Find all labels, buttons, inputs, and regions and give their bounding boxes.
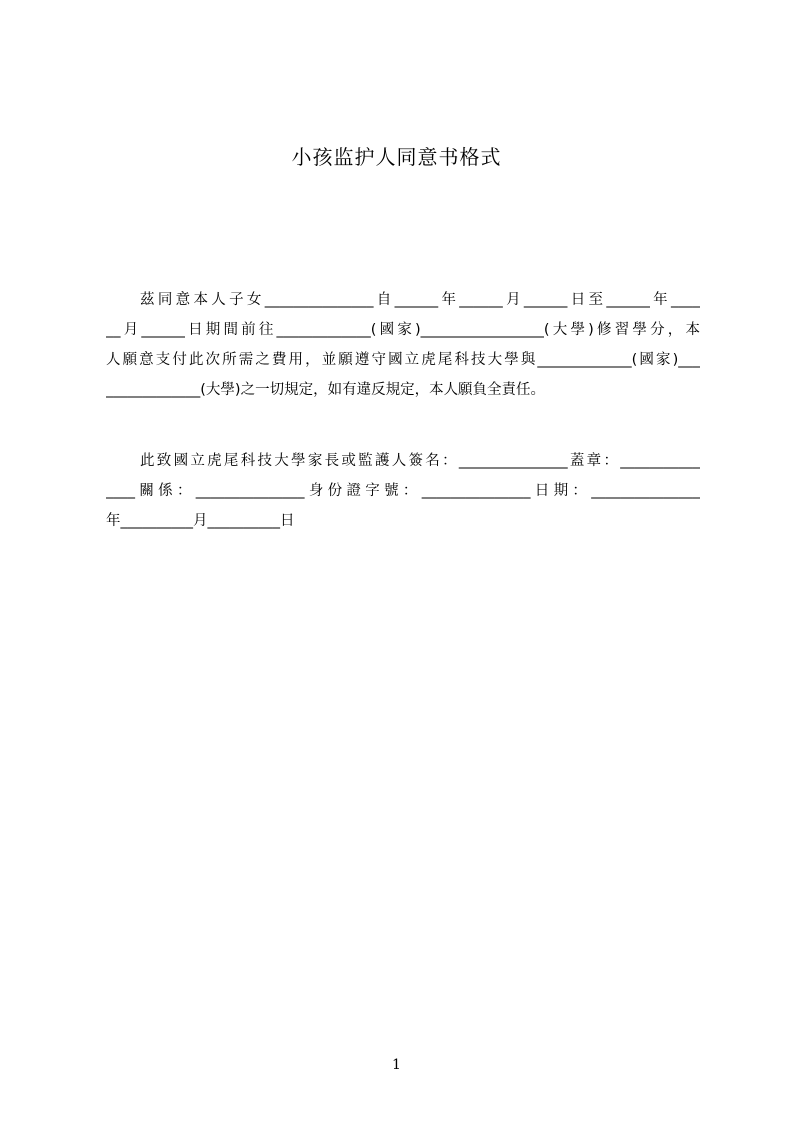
consent-line: 人願意支付此次所需之費用，並願遵守國立虎尾科技大學與_____________(國家)___ — [106, 352, 700, 368]
page-number: 1 — [392, 1057, 401, 1073]
consent-line: 茲同意本人子女_______________自______年______月______日至______年____ — [140, 292, 700, 308]
consent-paragraph — [106, 285, 700, 405]
page-title: 小孩监护人同意书格式 — [291, 145, 502, 169]
signature-line: 年__________月__________日 — [106, 513, 295, 529]
signature-paragraph — [106, 446, 700, 536]
consent-line: _____________(大學)之一切規定，如有違反規定，本人願負全責任。 — [106, 382, 546, 398]
signature-line: ____關係：_______________身份證字號：_______________日期：_______________ — [106, 483, 700, 499]
signature-line: 此致國立虎尾科技大學家長或監護人簽名：_______________蓋章：___________ — [140, 453, 700, 469]
consent-line: __月______日期間前往_____________(國家)_________________(大學)修習學分，本 — [106, 322, 700, 338]
